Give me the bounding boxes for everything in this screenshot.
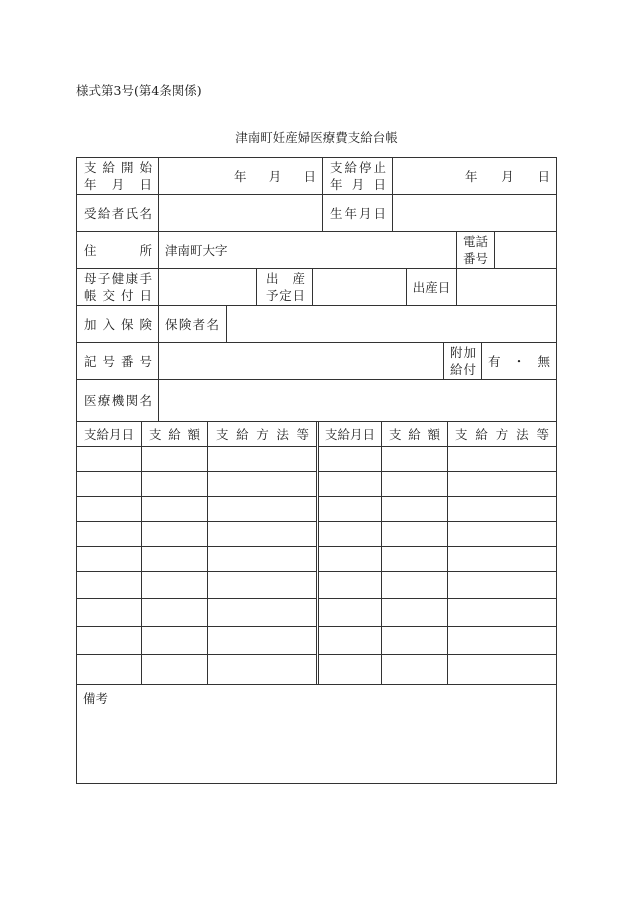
payment-left-method-cell [207,521,317,547]
payment-right-amount-cell [381,571,448,599]
insurer-name-value-cell [226,305,557,343]
payment-start-date-units: 年月日 [234,168,316,184]
payment-left-date-header [76,421,142,447]
expected-delivery-date-value-cell [312,268,407,306]
option-no: 無 [537,353,550,369]
payment-left-amount-cell [141,471,208,497]
payment-left-date-cell [76,571,142,599]
insurance-label: 加入保険 [84,316,152,332]
phone-value-cell [494,231,557,269]
payment-stop-label: 支給停止 [330,160,386,175]
payment-right-date-header [318,421,382,447]
payment-right-method-cell [447,654,557,685]
payment-left-method-cell [207,654,317,685]
payment-right-method-cell [447,446,557,472]
address-label-cell [76,231,159,269]
recipient-name-label: 受給者氏名 [84,205,152,221]
birth-date-label-cell [322,194,393,232]
payment-left-method-cell [207,571,317,599]
payment-left-date-cell [76,626,142,655]
column-header-label: 支給額 [389,426,440,442]
handbook-issue-date-label-line1: 母子健康手 [84,271,152,286]
insurance-label-cell [76,305,159,343]
payment-right-method-cell [447,521,557,547]
expected-delivery-date-label-line1: 出産 [266,271,305,286]
phone-label-line1: 電話 [463,234,489,249]
remarks-cell [76,684,557,784]
payment-left-method-cell [207,546,317,572]
payment-right-amount-cell [381,496,448,522]
additional-benefit-choice [488,353,550,370]
column-header-label: 支給額 [149,426,200,442]
payment-stop-label-date: 年月日 [330,177,386,192]
symbol-number-value-cell [158,342,444,380]
payment-left-method-cell [207,598,317,627]
payment-left-amount-cell [141,626,208,655]
handbook-issue-date-label-cell [76,268,159,306]
payment-right-amount-cell [381,626,448,655]
payment-right-date-cell [318,546,382,572]
symbol-number-label: 記号番号 [84,353,152,369]
symbol-number-label-cell [76,342,159,380]
column-header-label: 支給方法等 [216,426,309,442]
payment-start-label-date: 年月日 [84,177,152,192]
payment-right-date-cell [318,626,382,655]
payment-right-date-cell [318,598,382,627]
payment-left-amount-cell [141,496,208,522]
birth-date-value-cell [392,194,557,232]
document-title: 津南町妊産婦医療費支給台帳 [235,130,398,145]
option-separator: ・ [512,353,526,369]
payment-left-method-cell [207,446,317,472]
payment-left-date-cell [76,546,142,572]
column-header-label: 支給月日 [324,426,375,442]
insurer-name-label: 保険者名 [165,316,219,332]
payment-left-amount-cell [141,446,208,472]
birth-date-label: 生年月日 [330,205,386,221]
insurer-name-label-cell [158,305,227,343]
payment-right-date-cell [318,571,382,599]
payment-stop-date-units: 年月日 [465,168,550,184]
medical-institution-label: 医療機関名 [84,393,152,408]
payment-right-method-cell [447,471,557,497]
additional-benefit-choice-cell [481,342,557,380]
payment-left-method-cell [207,496,317,522]
additional-benefit-label-cell [443,342,482,380]
delivery-date-value-cell [456,268,557,306]
address-label: 住所 [84,242,152,258]
payment-right-method-cell [447,546,557,572]
delivery-date-label: 出産日 [412,279,451,295]
phone-label-line2: 番号 [463,251,489,266]
address-value-cell [158,231,457,269]
payment-right-method-cell [447,571,557,599]
option-yes: 有 [488,353,501,369]
medical-institution-label-cell [76,379,159,422]
payment-right-method-cell [447,598,557,627]
payment-left-method-header [207,421,317,447]
payment-right-method-header [447,421,557,447]
payment-stop-value-cell [392,157,557,195]
payment-start-label: 支給開始 [84,160,152,175]
payment-right-amount-cell [381,654,448,685]
handbook-issue-date-value-cell [158,268,257,306]
payment-right-amount-header [381,421,448,447]
payment-left-amount-cell [141,654,208,685]
address-prefill: 津南町大字 [165,242,228,258]
recipient-name-label-cell [76,194,159,232]
expected-delivery-date-label-cell [256,268,313,306]
payment-right-amount-cell [381,471,448,497]
medical-institution-value-cell [158,379,557,422]
payment-right-amount-cell [381,446,448,472]
payment-left-date-cell [76,598,142,627]
payment-right-date-cell [318,654,382,685]
payment-left-date-cell [76,446,142,472]
payment-left-date-cell [76,496,142,522]
column-header-label: 支給月日 [83,426,134,442]
payment-left-date-cell [76,471,142,497]
payment-right-method-cell [447,626,557,655]
payment-left-amount-cell [141,546,208,572]
payment-right-date-cell [318,521,382,547]
payment-left-amount-cell [141,598,208,627]
payment-left-date-cell [76,521,142,547]
payment-start-label-cell [76,157,159,195]
payment-right-amount-cell [381,598,448,627]
form-number: 様式第3号(第4条関係) [76,83,202,98]
recipient-name-value-cell [158,194,323,232]
remarks-label: 備考 [83,691,109,706]
additional-benefit-label-line1: 附加 [450,345,476,360]
payment-left-method-cell [207,626,317,655]
payment-left-amount-header [141,421,208,447]
handbook-issue-date-label-line2: 帳交付日 [84,288,152,303]
payment-right-amount-cell [381,546,448,572]
payment-left-method-cell [207,471,317,497]
delivery-date-label-cell [406,268,457,306]
payment-right-date-cell [318,471,382,497]
payment-left-date-cell [76,654,142,685]
additional-benefit-label-line2: 給付 [450,362,476,377]
column-header-label: 支給方法等 [455,426,549,442]
expected-delivery-date-label-line2: 予定日 [266,288,305,303]
payment-left-amount-cell [141,571,208,599]
payment-start-value-cell [158,157,323,195]
payment-right-amount-cell [381,521,448,547]
payment-stop-label-cell [322,157,393,195]
payment-right-date-cell [318,446,382,472]
payment-right-method-cell [447,496,557,522]
phone-label-cell [456,231,495,269]
payment-right-date-cell [318,496,382,522]
payment-left-amount-cell [141,521,208,547]
